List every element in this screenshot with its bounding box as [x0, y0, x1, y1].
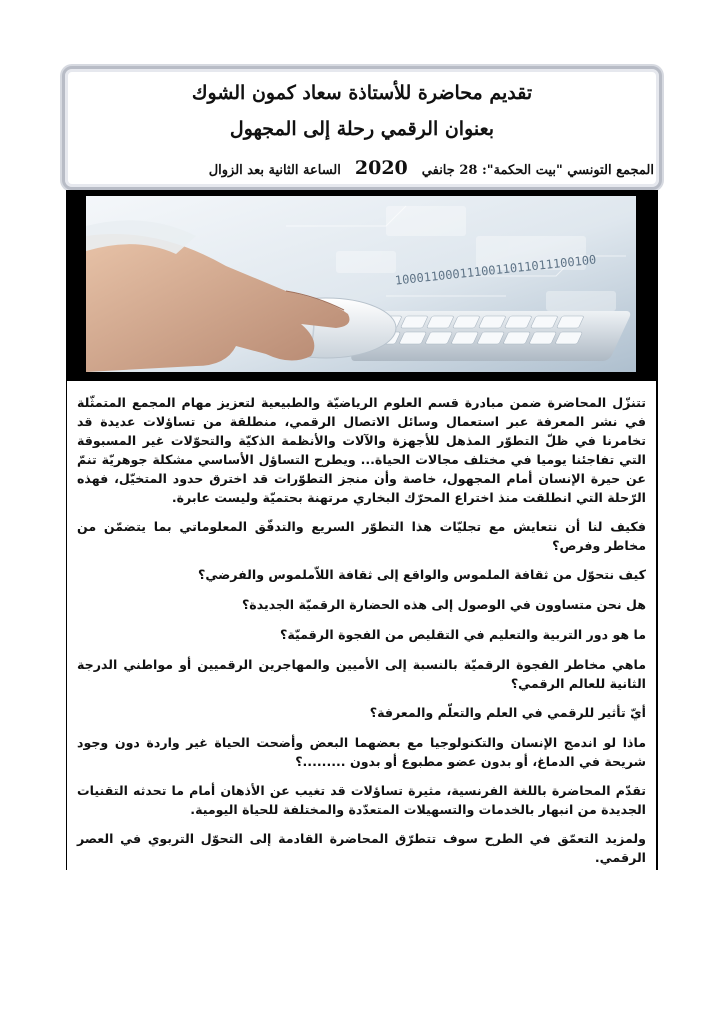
language-note-paragraph: تقدّم المحاضرة باللغة الفرنسية، مثيرة تساؤلات قد تغيب عن الأذهان أمام ما تحدثه التقنيات الجديدة من انبهار بالخدمات والتسهيلات المتعدّدة والمختلفة للحياة اليومية.	[77, 783, 646, 817]
event-time: الساعة الثانية بعد الزوال	[208, 163, 341, 178]
event-year: 2020	[354, 157, 408, 179]
event-venue-date: المجمع التونسي "بيت الحكمة": 28 جانفي	[421, 163, 654, 178]
question-paragraph: هل نحن متساوون في الوصول إلى هذه الحضارة الرقميّة الجديدة؟	[241, 597, 646, 612]
question-paragraph: ماذا لو اندمج الإنسان والتكنولوجيا مع بعضهما البعض وأضحت الحياة غير واردة دون وجود شريحة في الدماغ، أو بدون عضو مطبوع أو بدون .........؟	[77, 735, 646, 769]
closing-paragraph: ولمزيد التعمّق في الطرح سوف تتطرّق المحاضرة القادمة إلى التحوّل التربوي في العصر الرقمي.	[77, 831, 646, 865]
intro-paragraph: تتنزّل المحاضرة ضمن مبادرة قسم العلوم الرياضيّة والطبيعية لتعزيز مهام المجمع المتمثّلة في نشر المعرفة عبر استعمال وسائل الاتصال الرقمي، منطلقة من تساؤلات عديدة قد تخامرنا في ظلّ التطوّر المذهل للأجهزة والآلات والأنظمة الذكيّة والتحوّلات غير المسبوقة التي تفاجئنا يوميا في مختلف مجالات الحياة... ويطرح التساؤل الأساسي مشكلة جوهريّة تنمّ عن حيرة الإنسان أمام المجهول، خاصة وأن منجز التطوّرات قد اخترق حدود المتخيّل، فهذه الرّحلة التي انطلقت منذ اختراع المحرّك البخاري مرتهنة بحتميّة وليست عابرة.	[77, 395, 646, 505]
page-subtitle: بعنوان الرقمي رحلة إلى المجهول	[229, 118, 495, 140]
question-paragraph: أيّ تأثير للرقمي في العلم والتعلّم والمعرفة؟	[369, 705, 646, 720]
hand-mouse-illustration	[86, 196, 636, 372]
page-title: تقديم محاضرة للأستاذة سعاد كمون الشوك	[191, 82, 533, 104]
hero-image	[86, 196, 636, 372]
question-paragraph: ماهي مخاطر الفجوة الرقميّة بالنسبة إلى الأميين والمهاجرين الرقميين أو مواطني الدرجة الثانية للعالم الرقمي؟	[77, 657, 646, 691]
event-info	[70, 157, 654, 179]
question-paragraph: كيف نتحوّل من ثقافة الملموس والواقع إلى ثقافة اللاّملموس والفرضي؟	[198, 567, 646, 582]
binary-overlay: 1000110001110011011011100100	[394, 252, 597, 288]
question-paragraph: فكيف لنا أن نتعايش مع تجليّات هذا التطوّر السريع والتدفّق المعلوماتي بما يتضمّن من مخاطر وفرص؟	[77, 519, 646, 553]
article-body	[67, 381, 656, 870]
question-paragraph: ما هو دور التربية والتعليم في التقليص من الفجوة الرقميّة؟	[280, 627, 646, 642]
